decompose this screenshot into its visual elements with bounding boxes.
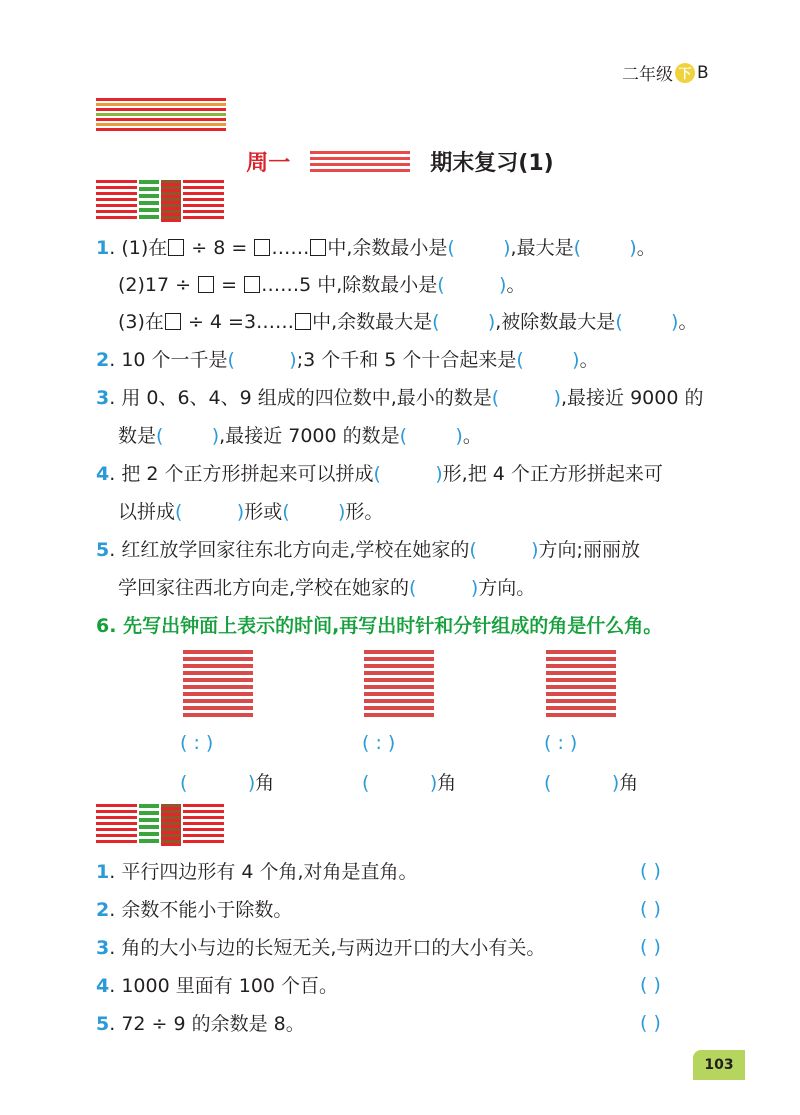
blank-square xyxy=(165,313,181,330)
title-text: 期末复习(1) xyxy=(430,151,554,176)
clock-face-1 xyxy=(183,650,253,720)
question-2: 2. 10 个一千是( );3 个千和 5 个十合起来是( )。 xyxy=(96,349,599,371)
judge-answer-5[interactable]: ( ) xyxy=(640,1012,661,1034)
page-title xyxy=(0,146,800,177)
question-1-part-3: (3)在 ÷ 4 =3…… 中,余数最大是( ),被除数最大是( )。 xyxy=(118,311,698,333)
section-true-false-icon xyxy=(96,804,224,846)
judge-item-2: 2. 余数不能小于除数。 xyxy=(96,899,293,921)
judge-answer-3[interactable]: ( ) xyxy=(640,936,661,958)
title-week: 周一 xyxy=(246,151,291,176)
question-5-line-1: 5. 红红放学回家往东北方向走,学校在她家的( )方向;丽丽放 xyxy=(96,539,640,561)
grade-text: 二年级 xyxy=(622,65,673,85)
question-3-line-2: 数是( ),最接近 7000 的数是( )。 xyxy=(118,425,482,447)
grade-down-badge: 下 xyxy=(675,63,695,83)
judge-item-3: 3. 角的大小与边的长短无关,与两边开口的大小有关。 xyxy=(96,937,546,959)
section-fill-in-icon xyxy=(96,180,224,222)
judge-item-4: 4. 1000 里面有 100 个百。 xyxy=(96,975,339,997)
question-5-line-2: 学回家往西北方向走,学校在她家的( )方向。 xyxy=(118,577,536,599)
clock-time-blank-1[interactable]: ( : ) xyxy=(180,732,214,754)
judge-item-5: 5. 72 ÷ 9 的余数是 8。 xyxy=(96,1013,305,1035)
question-3-line-1: 3. 用 0、6、4、9 组成的四位数中,最小的数是( ),最接近 9000 的 xyxy=(96,387,704,409)
clock-face-2 xyxy=(364,650,434,720)
title-decoration xyxy=(310,151,410,173)
blank-square xyxy=(254,239,270,256)
blank-square xyxy=(168,239,184,256)
header-decoration xyxy=(96,98,226,133)
blank-square xyxy=(295,313,311,330)
blank-square xyxy=(310,239,326,256)
question-1-part-2: (2)17 ÷ = ……5 中,除数最小是( )。 xyxy=(118,274,526,296)
judge-answer-4[interactable]: ( ) xyxy=(640,974,661,996)
blank-square xyxy=(244,276,260,293)
question-1-part-1: 1. (1)在 ÷ 8 = …… 中,余数最小是( ),最大是( )。 xyxy=(96,237,656,259)
clock-angle-blank-3[interactable]: ( )角 xyxy=(544,772,639,794)
clock-face-3 xyxy=(546,650,616,720)
page-number: 103 xyxy=(693,1050,745,1080)
grade-label xyxy=(622,60,709,85)
grade-volume: B xyxy=(697,62,709,83)
question-4-line-1: 4. 把 2 个正方形拼起来可以拼成( )形,把 4 个正方形拼起来可 xyxy=(96,463,663,485)
clock-angle-blank-1[interactable]: ( )角 xyxy=(180,772,275,794)
question-4-line-2: 以拼成( )形或( )形。 xyxy=(118,501,384,523)
clock-time-blank-3[interactable]: ( : ) xyxy=(544,732,578,754)
clock-time-blank-2[interactable]: ( : ) xyxy=(362,732,396,754)
clock-angle-blank-2[interactable]: ( )角 xyxy=(362,772,457,794)
blank-square xyxy=(198,276,214,293)
judge-answer-2[interactable]: ( ) xyxy=(640,898,661,920)
judge-item-1: 1. 平行四边形有 4 个角,对角是直角。 xyxy=(96,861,418,883)
question-6: 6. 先写出钟面上表示的时间,再写出时针和分针组成的角是什么角。 xyxy=(96,615,663,637)
judge-answer-1[interactable]: ( ) xyxy=(640,860,661,882)
